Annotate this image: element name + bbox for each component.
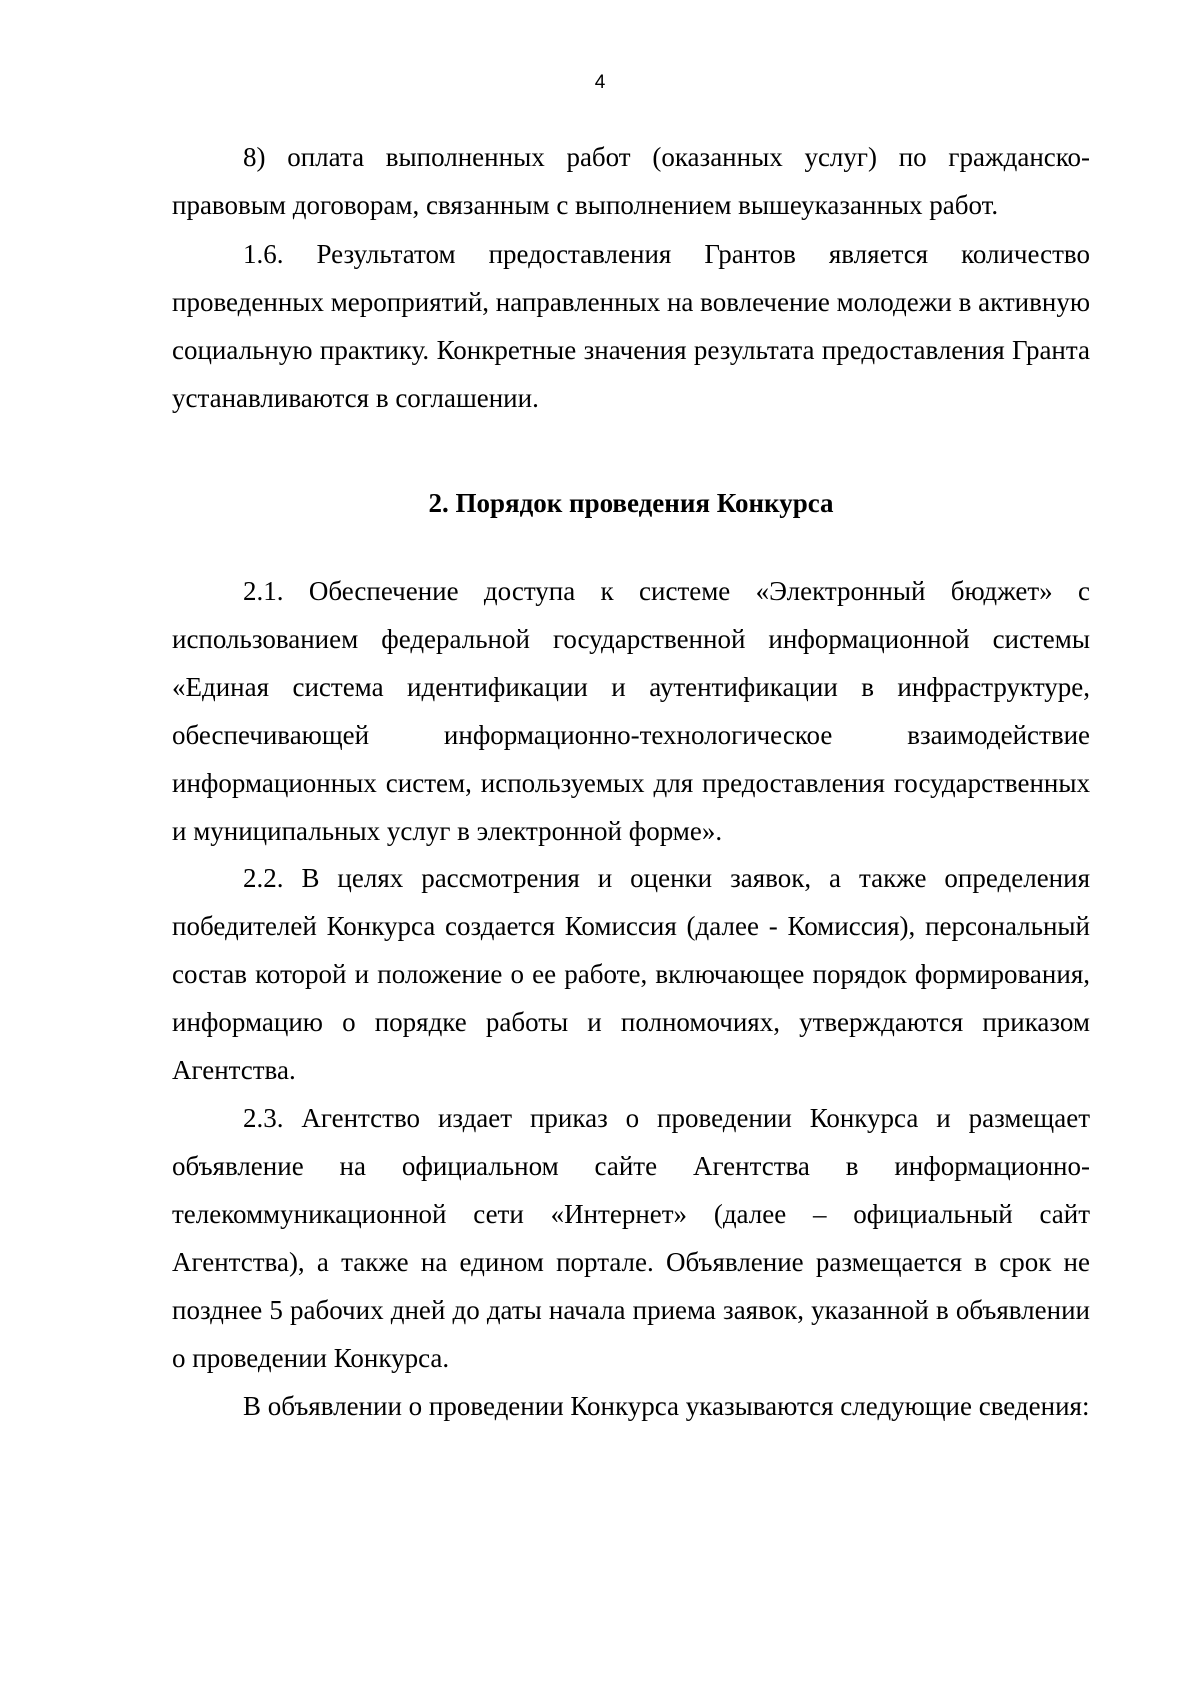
paragraph-1-6-grant-result: 1.6. Результатом предоставления Грантов является количество проведенных мероприятий, направленных на вовлечение молодежи в активную социальную практику. Конкретные значения результата предоставления Гранта устанавливаются в соглашении. [172,239,1090,413]
page-number: 4 [594,72,606,93]
section-heading: 2. Порядок проведения Конкурса [428,488,834,518]
paragraph-2-1-access: 2.1. Обеспечение доступа к системе «Электронный бюджет» с использованием федеральной государственной информационной системы «Единая система идентификации и аутентификации в инфраструктуре, обеспечивающей информационно-технологическое взаимодействие информационных систем, используемых для предоставления государственных и муниципальных услуг в электронной форме». [172,576,1090,846]
paragraph-2-2-commission: 2.2. В целях рассмотрения и оценки заявок, а также определения победителей Конкурса создается Комиссия (далее - Комиссия), персональный состав которой и положение о ее работе, включающее порядок формирования, информацию о порядке работы и полномочиях, утверждаются приказом Агентства. [172,863,1090,1085]
paragraph-item-8-payment: 8) оплата выполненных работ (оказанных услуг) по гражданско-правовым договорам, связанным с выполнением вышеуказанных работ. [172,142,1090,220]
paragraph-announcement-contents: В объявлении о проведении Конкурса указываются следующие сведения: [243,1391,1090,1421]
paragraph-2-3-announcement: 2.3. Агентство издает приказ о проведении Конкурса и размещает объявление на официальном сайте Агентства в информационно-телекоммуникационной сети «Интернет» (далее – официальный сайт Агентства), а также на едином портале. Объявление размещается в срок не позднее 5 рабочих дней до даты начала приема заявок, указанной в объявлении о проведении Конкурса. [172,1103,1090,1373]
